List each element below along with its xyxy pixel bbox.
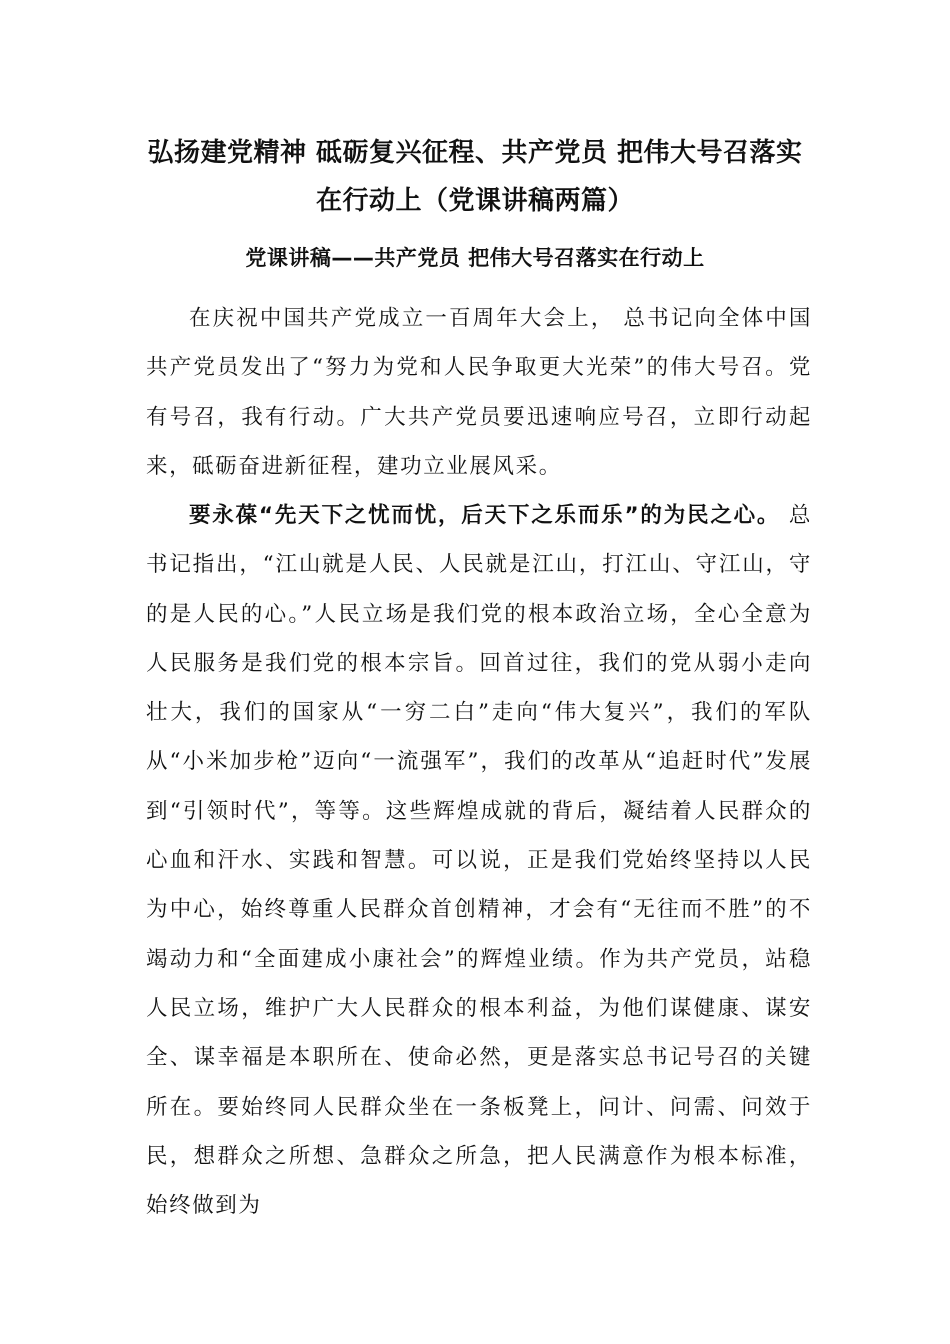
document-title-line-1: 弘扬建党精神 砥砺复兴征程、共产党员 把伟大号召落实 [147,138,803,168]
paragraph-lead-sentence: 要永葆“先天下之忧而忧，后天下之乐而乐”的为民之心。 [189,503,781,528]
body-paragraph-1 [146,294,812,491]
body-paragraph-2 [146,491,812,1230]
paragraph-text: 在庆祝中国共产党成立一百周年大会上， 总书记向全体中国共产党员发出了“努力为党和人民争取更大光荣”的伟大号召。党有号召，我有行动。广大共产党员要迅速响应号召，立即行动起来，砥砺奋进新征程，建功立业展风采。 [146,306,812,479]
document-title-line-2: 在行动上（党课讲稿两篇） [315,186,634,216]
section-subtitle: 党课讲稿——共产党员 把伟大号召落实在行动上 [245,246,705,270]
paragraph-text: 总书记指出，“江山就是人民、人民就是江山，打江山、守江山，守的是人民的心。”人民立场是我们党的根本政治立场，全心全意为人民服务是我们党的根本宗旨。回首过往，我们的党从弱小走向壮大，我们的国家从“一穷二白”走向“伟大复兴”，我们的军队从“小米加步枪”迈向“一流强军”，我们的改革从“追赶时代”发展到“引领时代”，等等。这些辉煌成就的背后，凝结着人民群众的心血和汗水、实践和智慧。可以说，正是我们党始终坚持以人民为中心，始终尊重人民群众首创精神，才会有“无往而不胜”的不竭动力和“全面建成小康社会”的辉煌业绩。作为共产党员，站稳人民立场，维护广大人民群众的根本利益，为他们谋健康、谋安全、谋幸福是本职所在、使命必然，更是落实总书记号召的关键所在。要始终同人民群众坐在一条板凳上，问计、问需、问效于民，想群众之所想、急群众之所急，把人民满意作为根本标准，始终做到为 [146,503,812,1219]
